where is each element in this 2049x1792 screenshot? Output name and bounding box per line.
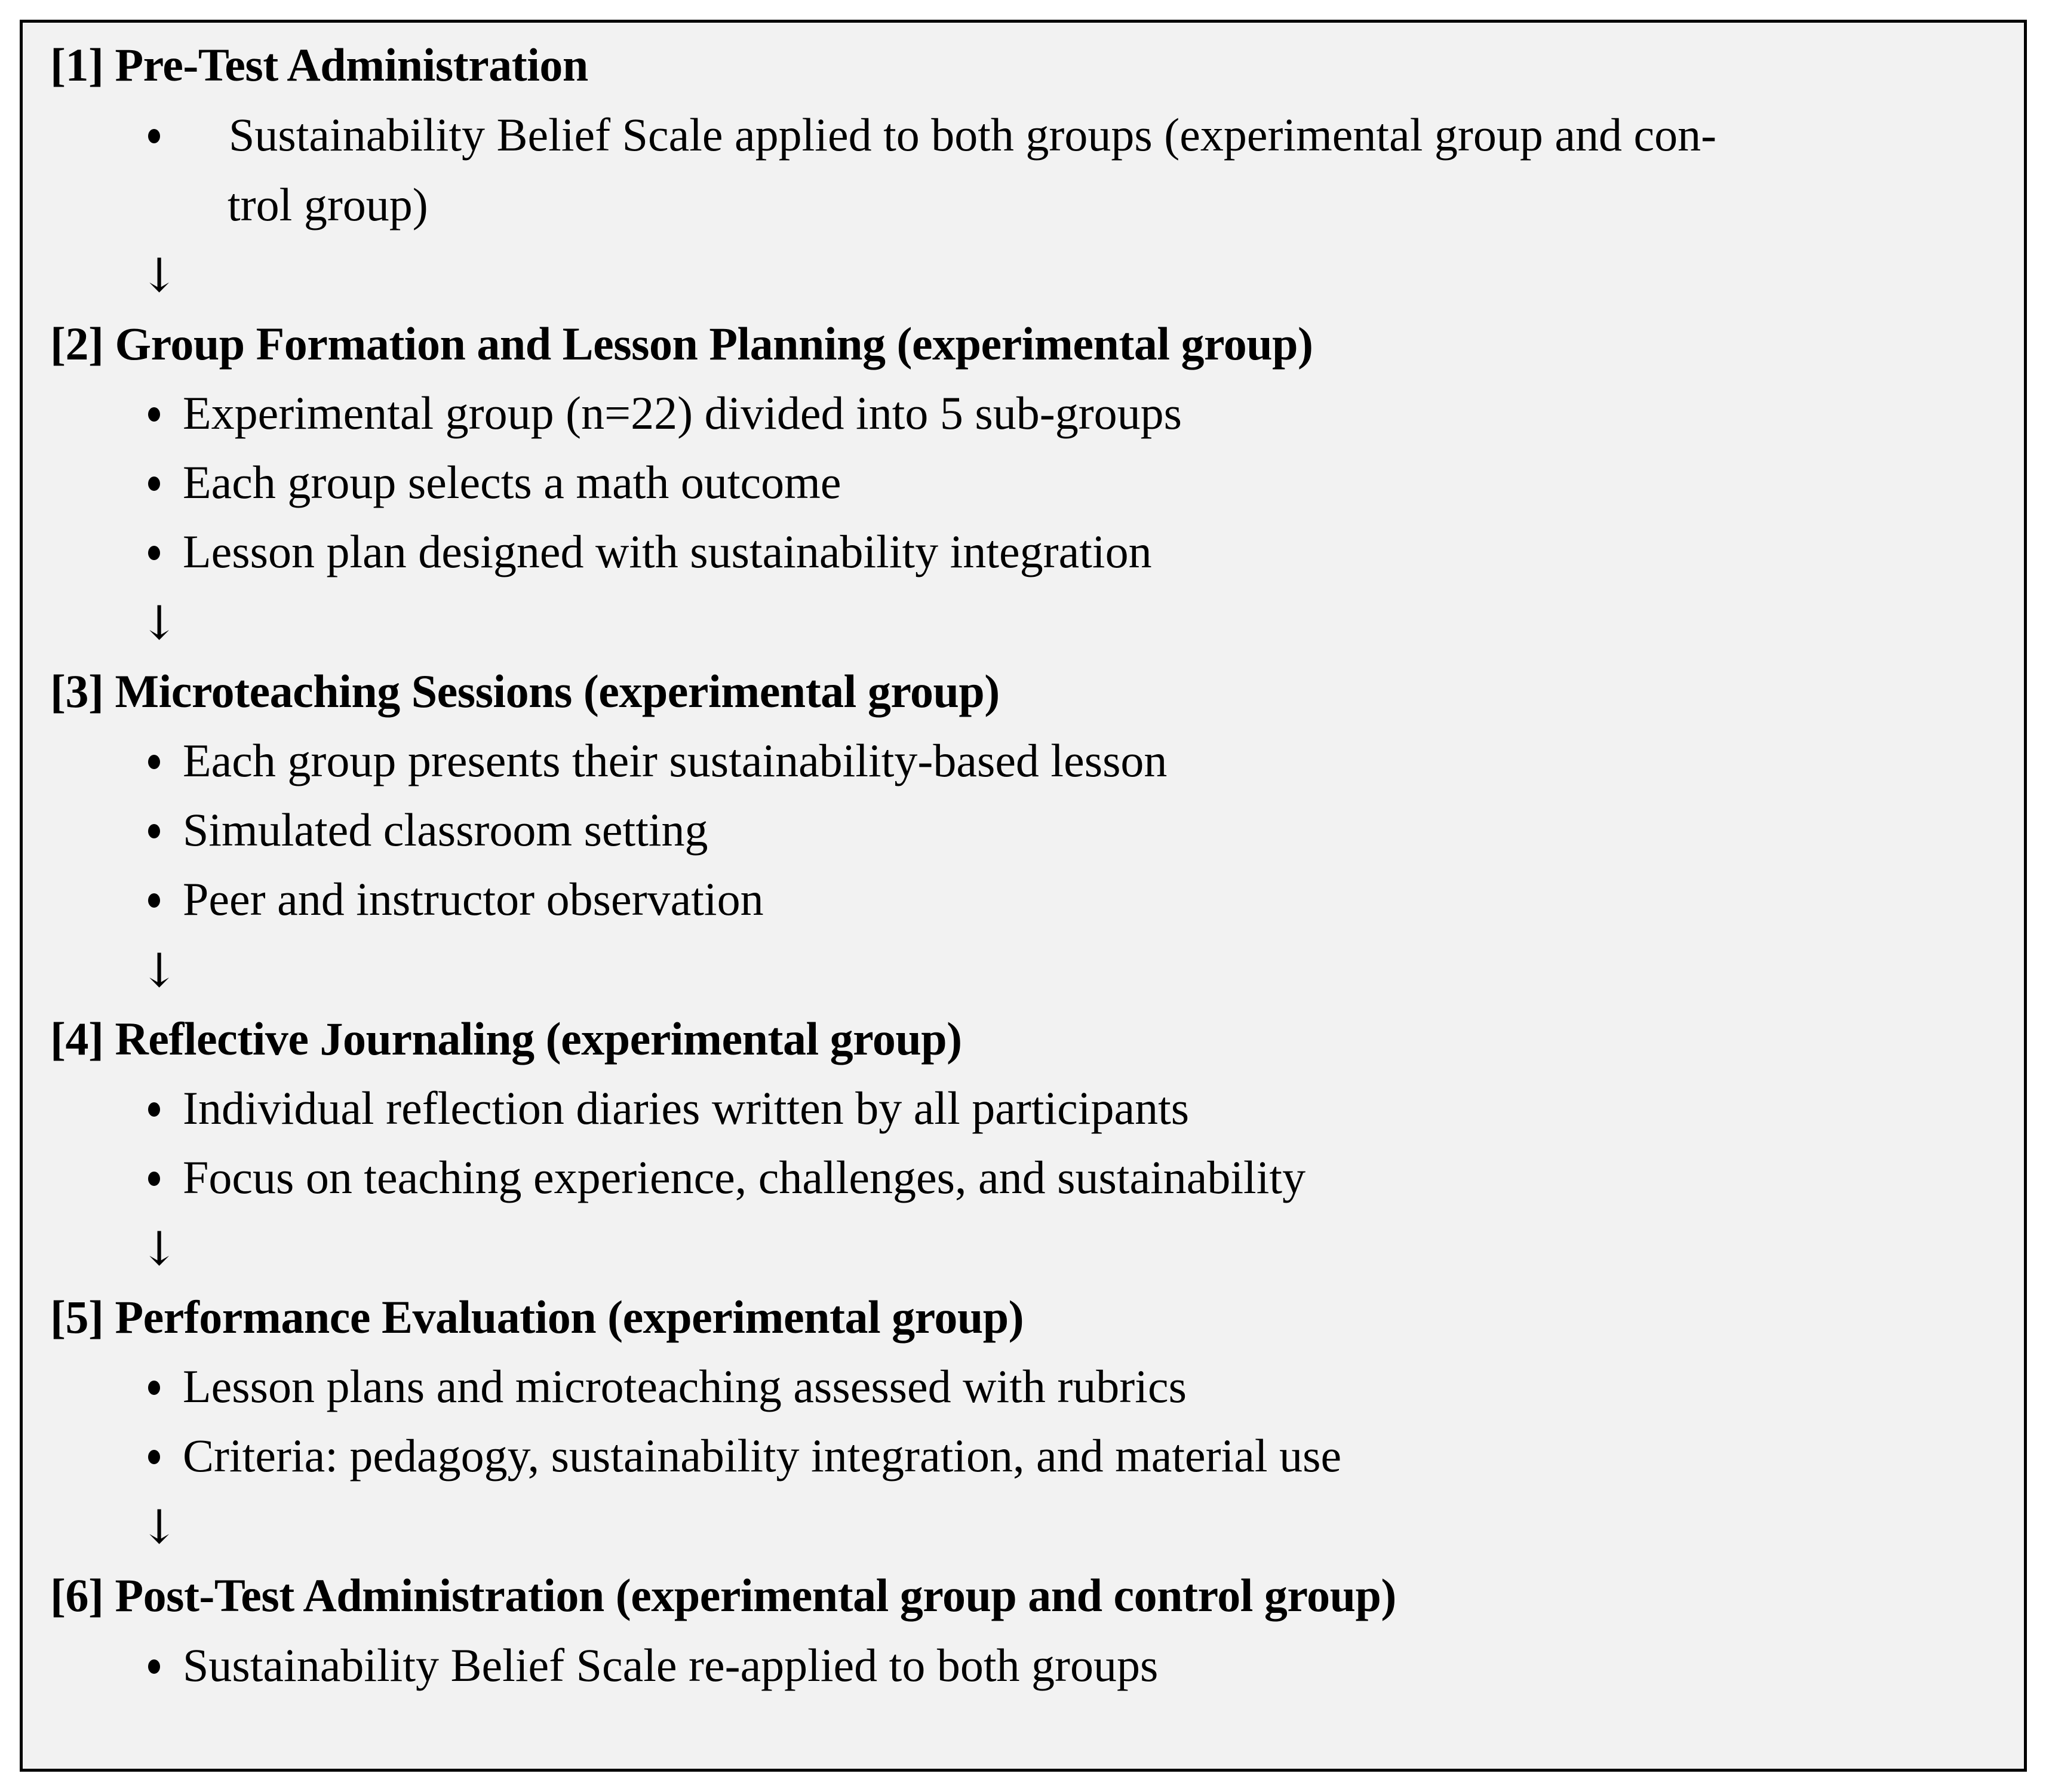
- step-3-bullet-3: [148, 864, 764, 934]
- bullet-text: Criteria: pedagogy, sustainability integration, and material use: [183, 1430, 1342, 1481]
- down-arrow-icon: ↓: [140, 597, 179, 650]
- step-2-heading: [2] Group Formation and Lesson Planning (experimental group): [50, 318, 1313, 370]
- step-2-bullet-3: [148, 517, 1152, 586]
- bullet-icon: [148, 546, 160, 560]
- step-5-bullet-1: [148, 1351, 1187, 1421]
- bullet-text: Peer and instructor observation: [183, 873, 764, 925]
- bullet-text: Each group selects a math outcome: [183, 456, 841, 508]
- bullet-icon: [148, 1102, 160, 1117]
- bullet-icon: [148, 755, 160, 769]
- bullet-text: Sustainability Belief Scale re-applied to both groups: [183, 1639, 1159, 1691]
- bullet-icon: [148, 407, 160, 422]
- bullet-icon: [148, 1381, 160, 1395]
- down-arrow-icon: ↓: [140, 249, 179, 303]
- step-2-bullet-1: [148, 378, 1182, 448]
- bullet-text: Lesson plan designed with sustainability integration: [183, 525, 1152, 577]
- bullet-icon: [148, 477, 160, 491]
- bullet-text: Sustainability Belief Scale applied to both groups (experimental group and con-: [229, 109, 1717, 161]
- step-2-bullet-2: [148, 447, 841, 517]
- bullet-text: Simulated classroom setting: [183, 804, 708, 856]
- down-arrow-icon: ↓: [140, 944, 179, 998]
- step-3-heading: [3] Microteaching Sessions (experimental group): [50, 665, 1000, 717]
- step-4-heading: [4] Reflective Journaling (experimental group): [50, 1013, 962, 1065]
- flowchart-panel: [20, 20, 2027, 1772]
- down-arrow-icon: ↓: [140, 1501, 179, 1554]
- step-4-bullet-1: [148, 1073, 1189, 1143]
- bullet-icon: [148, 1450, 160, 1464]
- bullet-text: Individual reflection diaries written by all participants: [183, 1082, 1190, 1134]
- bullet-icon: [148, 1659, 160, 1674]
- bullet-text: Focus on teaching experience, challenges, and sustainability: [183, 1151, 1306, 1203]
- step-1-bullet-1-continuation: trol group): [228, 179, 428, 230]
- bullet-text: Each group presents their sustainability-based lesson: [183, 734, 1168, 786]
- step-3-bullet-2: [148, 795, 708, 865]
- bullet-text: Experimental group (n=22) divided into 5 sub-groups: [183, 387, 1182, 439]
- bullet-icon: [148, 893, 160, 908]
- step-6-heading: [6] Post-Test Administration (experimental group and control group): [50, 1569, 1396, 1621]
- step-1-bullet-1: [148, 100, 1716, 170]
- step-1-heading: [1] Pre-Test Administration: [50, 39, 588, 91]
- bullet-icon: [148, 1172, 160, 1186]
- bullet-icon: [148, 824, 160, 838]
- down-arrow-icon: ↓: [140, 1222, 179, 1276]
- step-5-bullet-2: [148, 1421, 1341, 1490]
- step-5-heading: [5] Performance Evaluation (experimental group): [50, 1291, 1024, 1343]
- step-3-bullet-1: [148, 726, 1167, 795]
- bullet-text: Lesson plans and microteaching assessed with rubrics: [183, 1360, 1187, 1412]
- step-4-bullet-2: [148, 1142, 1305, 1212]
- step-6-bullet-1: [148, 1630, 1158, 1700]
- bullet-icon: [148, 129, 160, 143]
